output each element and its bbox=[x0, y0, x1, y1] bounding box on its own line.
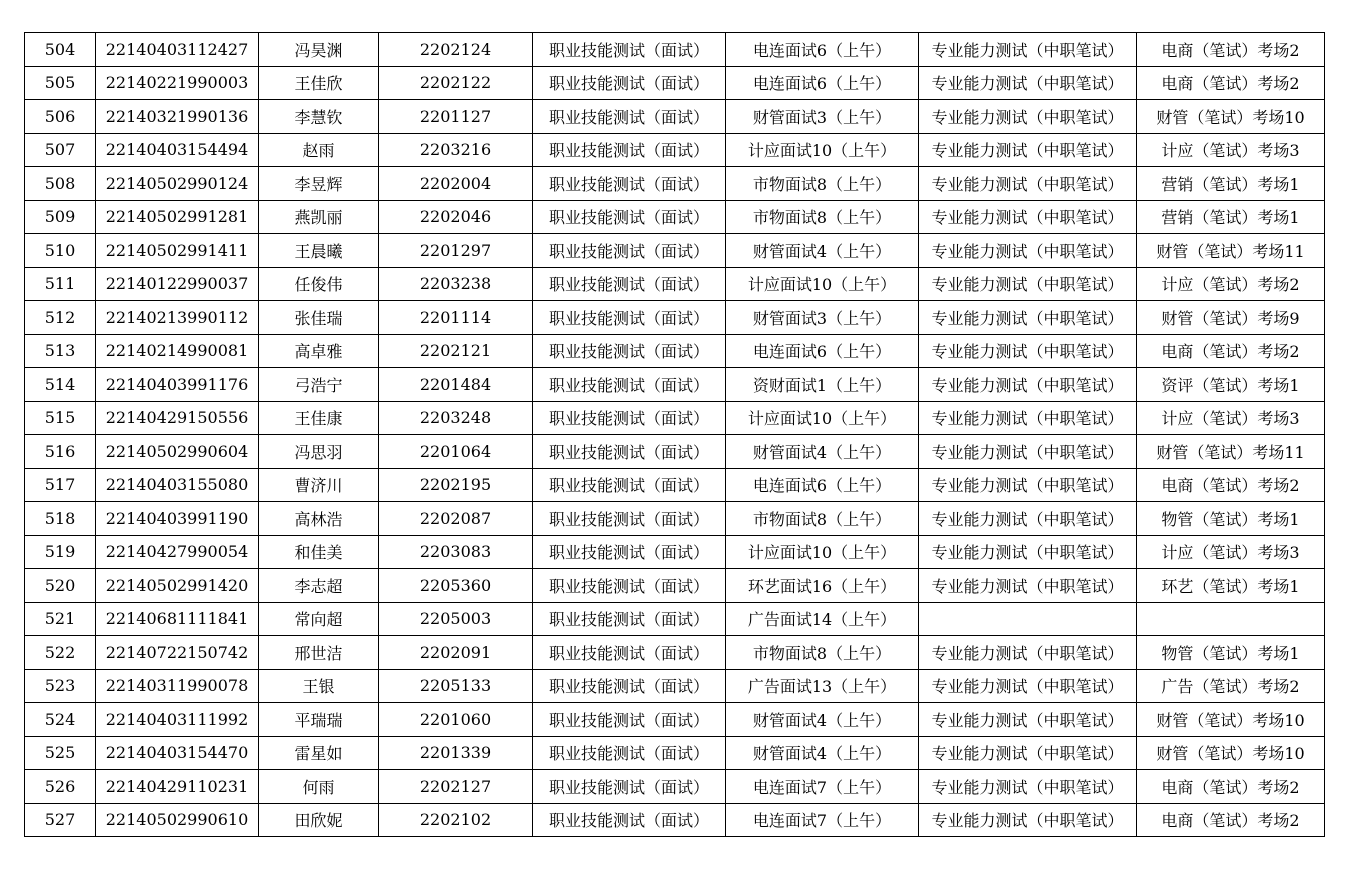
candidate-id-cell: 22140403991190 bbox=[96, 502, 259, 536]
candidate-id-cell: 22140722150742 bbox=[96, 636, 259, 670]
ability-test-cell: 专业能力测试（中职笔试） bbox=[919, 435, 1137, 469]
skill-test-cell: 职业技能测试（面试） bbox=[533, 569, 726, 603]
interview-room-cell: 市物面试8（上午） bbox=[726, 636, 919, 670]
written-room-cell: 计应（笔试）考场3 bbox=[1137, 133, 1325, 167]
row-number-cell: 504 bbox=[25, 33, 96, 67]
ability-test-cell bbox=[919, 602, 1137, 636]
candidate-id-cell: 22140502991281 bbox=[96, 200, 259, 234]
candidate-id-cell: 22140502990604 bbox=[96, 435, 259, 469]
name-cell: 王晨曦 bbox=[259, 234, 379, 268]
table-row bbox=[25, 301, 1325, 335]
table-row bbox=[25, 401, 1325, 435]
name-cell: 和佳美 bbox=[259, 535, 379, 569]
exam-number-cell: 2202121 bbox=[379, 334, 533, 368]
row-number-cell: 509 bbox=[25, 200, 96, 234]
interview-room-cell: 计应面试10（上午） bbox=[726, 133, 919, 167]
exam-number-cell: 2201127 bbox=[379, 100, 533, 134]
skill-test-cell: 职业技能测试（面试） bbox=[533, 669, 726, 703]
name-cell: 李昱辉 bbox=[259, 167, 379, 201]
written-room-cell: 财管（笔试）考场9 bbox=[1137, 301, 1325, 335]
exam-number-cell: 2201297 bbox=[379, 234, 533, 268]
skill-test-cell: 职业技能测试（面试） bbox=[533, 66, 726, 100]
written-room-cell: 财管（笔试）考场10 bbox=[1137, 703, 1325, 737]
name-cell: 冯昊渊 bbox=[259, 33, 379, 67]
table-row bbox=[25, 334, 1325, 368]
skill-test-cell: 职业技能测试（面试） bbox=[533, 368, 726, 402]
exam-number-cell: 2205360 bbox=[379, 569, 533, 603]
interview-room-cell: 电连面试6（上午） bbox=[726, 33, 919, 67]
interview-room-cell: 环艺面试16（上午） bbox=[726, 569, 919, 603]
exam-number-cell: 2201339 bbox=[379, 736, 533, 770]
skill-test-cell: 职业技能测试（面试） bbox=[533, 770, 726, 804]
ability-test-cell: 专业能力测试（中职笔试） bbox=[919, 267, 1137, 301]
table-row bbox=[25, 535, 1325, 569]
skill-test-cell: 职业技能测试（面试） bbox=[533, 803, 726, 837]
written-room-cell: 财管（笔试）考场10 bbox=[1137, 100, 1325, 134]
interview-room-cell: 电连面试7（上午） bbox=[726, 770, 919, 804]
interview-room-cell: 电连面试6（上午） bbox=[726, 468, 919, 502]
written-room-cell: 计应（笔试）考场3 bbox=[1137, 401, 1325, 435]
table-row bbox=[25, 602, 1325, 636]
exam-number-cell: 2202124 bbox=[379, 33, 533, 67]
written-room-cell: 电商（笔试）考场2 bbox=[1137, 66, 1325, 100]
skill-test-cell: 职业技能测试（面试） bbox=[533, 636, 726, 670]
row-number-cell: 514 bbox=[25, 368, 96, 402]
written-room-cell: 计应（笔试）考场3 bbox=[1137, 535, 1325, 569]
exam-number-cell: 2205133 bbox=[379, 669, 533, 703]
name-cell: 常向超 bbox=[259, 602, 379, 636]
name-cell: 平瑞瑞 bbox=[259, 703, 379, 737]
ability-test-cell: 专业能力测试（中职笔试） bbox=[919, 636, 1137, 670]
row-number-cell: 526 bbox=[25, 770, 96, 804]
skill-test-cell: 职业技能测试（面试） bbox=[533, 167, 726, 201]
interview-room-cell: 计应面试10（上午） bbox=[726, 535, 919, 569]
name-cell: 邢世洁 bbox=[259, 636, 379, 670]
exam-number-cell: 2201484 bbox=[379, 368, 533, 402]
name-cell: 燕凯丽 bbox=[259, 200, 379, 234]
row-number-cell: 511 bbox=[25, 267, 96, 301]
ability-test-cell: 专业能力测试（中职笔试） bbox=[919, 669, 1137, 703]
skill-test-cell: 职业技能测试（面试） bbox=[533, 200, 726, 234]
skill-test-cell: 职业技能测试（面试） bbox=[533, 234, 726, 268]
interview-room-cell: 财管面试4（上午） bbox=[726, 234, 919, 268]
skill-test-cell: 职业技能测试（面试） bbox=[533, 736, 726, 770]
ability-test-cell: 专业能力测试（中职笔试） bbox=[919, 468, 1137, 502]
written-room-cell: 环艺（笔试）考场1 bbox=[1137, 569, 1325, 603]
table-row bbox=[25, 803, 1325, 837]
row-number-cell: 510 bbox=[25, 234, 96, 268]
skill-test-cell: 职业技能测试（面试） bbox=[533, 33, 726, 67]
table-row bbox=[25, 33, 1325, 67]
table-row bbox=[25, 368, 1325, 402]
exam-number-cell: 2205003 bbox=[379, 602, 533, 636]
interview-room-cell: 广告面试13（上午） bbox=[726, 669, 919, 703]
ability-test-cell: 专业能力测试（中职笔试） bbox=[919, 703, 1137, 737]
exam-number-cell: 2203216 bbox=[379, 133, 533, 167]
ability-test-cell: 专业能力测试（中职笔试） bbox=[919, 803, 1137, 837]
ability-test-cell: 专业能力测试（中职笔试） bbox=[919, 234, 1137, 268]
exam-roster-table bbox=[24, 32, 1325, 837]
written-room-cell: 电商（笔试）考场2 bbox=[1137, 803, 1325, 837]
ability-test-cell: 专业能力测试（中职笔试） bbox=[919, 133, 1137, 167]
written-room-cell: 计应（笔试）考场2 bbox=[1137, 267, 1325, 301]
row-number-cell: 521 bbox=[25, 602, 96, 636]
candidate-id-cell: 22140403991176 bbox=[96, 368, 259, 402]
row-number-cell: 517 bbox=[25, 468, 96, 502]
row-number-cell: 518 bbox=[25, 502, 96, 536]
name-cell: 张佳瑞 bbox=[259, 301, 379, 335]
row-number-cell: 525 bbox=[25, 736, 96, 770]
table-row bbox=[25, 167, 1325, 201]
ability-test-cell: 专业能力测试（中职笔试） bbox=[919, 736, 1137, 770]
ability-test-cell: 专业能力测试（中职笔试） bbox=[919, 334, 1137, 368]
interview-room-cell: 电连面试7（上午） bbox=[726, 803, 919, 837]
name-cell: 王佳欣 bbox=[259, 66, 379, 100]
row-number-cell: 513 bbox=[25, 334, 96, 368]
skill-test-cell: 职业技能测试（面试） bbox=[533, 602, 726, 636]
table-row bbox=[25, 66, 1325, 100]
ability-test-cell: 专业能力测试（中职笔试） bbox=[919, 770, 1137, 804]
candidate-id-cell: 22140311990078 bbox=[96, 669, 259, 703]
ability-test-cell: 专业能力测试（中职笔试） bbox=[919, 301, 1137, 335]
table-row bbox=[25, 669, 1325, 703]
exam-number-cell: 2202122 bbox=[379, 66, 533, 100]
exam-number-cell: 2202046 bbox=[379, 200, 533, 234]
ability-test-cell: 专业能力测试（中职笔试） bbox=[919, 33, 1137, 67]
name-cell: 田欣妮 bbox=[259, 803, 379, 837]
candidate-id-cell: 22140213990112 bbox=[96, 301, 259, 335]
table-row bbox=[25, 736, 1325, 770]
interview-room-cell: 资财面试1（上午） bbox=[726, 368, 919, 402]
table-row bbox=[25, 502, 1325, 536]
written-room-cell: 财管（笔试）考场10 bbox=[1137, 736, 1325, 770]
ability-test-cell: 专业能力测试（中职笔试） bbox=[919, 569, 1137, 603]
interview-room-cell: 计应面试10（上午） bbox=[726, 401, 919, 435]
skill-test-cell: 职业技能测试（面试） bbox=[533, 301, 726, 335]
interview-room-cell: 市物面试8（上午） bbox=[726, 502, 919, 536]
exam-number-cell: 2202087 bbox=[379, 502, 533, 536]
interview-room-cell: 计应面试10（上午） bbox=[726, 267, 919, 301]
exam-number-cell: 2201064 bbox=[379, 435, 533, 469]
written-room-cell: 资评（笔试）考场1 bbox=[1137, 368, 1325, 402]
table-row bbox=[25, 703, 1325, 737]
interview-room-cell: 财管面试4（上午） bbox=[726, 736, 919, 770]
name-cell: 高林浩 bbox=[259, 502, 379, 536]
candidate-id-cell: 22140429110231 bbox=[96, 770, 259, 804]
ability-test-cell: 专业能力测试（中职笔试） bbox=[919, 167, 1137, 201]
row-number-cell: 519 bbox=[25, 535, 96, 569]
skill-test-cell: 职业技能测试（面试） bbox=[533, 535, 726, 569]
row-number-cell: 507 bbox=[25, 133, 96, 167]
skill-test-cell: 职业技能测试（面试） bbox=[533, 468, 726, 502]
exam-number-cell: 2203083 bbox=[379, 535, 533, 569]
name-cell: 何雨 bbox=[259, 770, 379, 804]
candidate-id-cell: 22140403112427 bbox=[96, 33, 259, 67]
name-cell: 赵雨 bbox=[259, 133, 379, 167]
ability-test-cell: 专业能力测试（中职笔试） bbox=[919, 535, 1137, 569]
row-number-cell: 508 bbox=[25, 167, 96, 201]
candidate-id-cell: 22140321990136 bbox=[96, 100, 259, 134]
row-number-cell: 505 bbox=[25, 66, 96, 100]
ability-test-cell: 专业能力测试（中职笔试） bbox=[919, 368, 1137, 402]
name-cell: 弓浩宁 bbox=[259, 368, 379, 402]
row-number-cell: 524 bbox=[25, 703, 96, 737]
row-number-cell: 512 bbox=[25, 301, 96, 335]
candidate-id-cell: 22140502990124 bbox=[96, 167, 259, 201]
ability-test-cell: 专业能力测试（中职笔试） bbox=[919, 200, 1137, 234]
exam-number-cell: 2202195 bbox=[379, 468, 533, 502]
skill-test-cell: 职业技能测试（面试） bbox=[533, 703, 726, 737]
exam-number-cell: 2202102 bbox=[379, 803, 533, 837]
candidate-id-cell: 22140502991420 bbox=[96, 569, 259, 603]
table-row bbox=[25, 636, 1325, 670]
interview-room-cell: 财管面试4（上午） bbox=[726, 435, 919, 469]
candidate-id-cell: 22140122990037 bbox=[96, 267, 259, 301]
exam-number-cell: 2201114 bbox=[379, 301, 533, 335]
written-room-cell: 营销（笔试）考场1 bbox=[1137, 167, 1325, 201]
written-room-cell: 电商（笔试）考场2 bbox=[1137, 468, 1325, 502]
name-cell: 王佳康 bbox=[259, 401, 379, 435]
exam-number-cell: 2201060 bbox=[379, 703, 533, 737]
ability-test-cell: 专业能力测试（中职笔试） bbox=[919, 401, 1137, 435]
table-row bbox=[25, 100, 1325, 134]
written-room-cell: 营销（笔试）考场1 bbox=[1137, 200, 1325, 234]
candidate-id-cell: 22140403111992 bbox=[96, 703, 259, 737]
skill-test-cell: 职业技能测试（面试） bbox=[533, 133, 726, 167]
written-room-cell: 财管（笔试）考场11 bbox=[1137, 435, 1325, 469]
table-row bbox=[25, 435, 1325, 469]
candidate-id-cell: 22140429150556 bbox=[96, 401, 259, 435]
name-cell: 李慧钦 bbox=[259, 100, 379, 134]
skill-test-cell: 职业技能测试（面试） bbox=[533, 435, 726, 469]
interview-room-cell: 财管面试4（上午） bbox=[726, 703, 919, 737]
row-number-cell: 506 bbox=[25, 100, 96, 134]
written-room-cell: 电商（笔试）考场2 bbox=[1137, 33, 1325, 67]
exam-number-cell: 2203238 bbox=[379, 267, 533, 301]
exam-number-cell: 2202004 bbox=[379, 167, 533, 201]
written-room-cell: 物管（笔试）考场1 bbox=[1137, 502, 1325, 536]
written-room-cell bbox=[1137, 602, 1325, 636]
interview-room-cell: 市物面试8（上午） bbox=[726, 167, 919, 201]
candidate-id-cell: 22140681111841 bbox=[96, 602, 259, 636]
ability-test-cell: 专业能力测试（中职笔试） bbox=[919, 100, 1137, 134]
skill-test-cell: 职业技能测试（面试） bbox=[533, 100, 726, 134]
name-cell: 冯思羽 bbox=[259, 435, 379, 469]
row-number-cell: 515 bbox=[25, 401, 96, 435]
candidate-id-cell: 22140221990003 bbox=[96, 66, 259, 100]
ability-test-cell: 专业能力测试（中职笔试） bbox=[919, 66, 1137, 100]
row-number-cell: 527 bbox=[25, 803, 96, 837]
interview-room-cell: 电连面试6（上午） bbox=[726, 334, 919, 368]
written-room-cell: 广告（笔试）考场2 bbox=[1137, 669, 1325, 703]
row-number-cell: 523 bbox=[25, 669, 96, 703]
interview-room-cell: 电连面试6（上午） bbox=[726, 66, 919, 100]
name-cell: 高卓雅 bbox=[259, 334, 379, 368]
candidate-id-cell: 22140427990054 bbox=[96, 535, 259, 569]
table-row bbox=[25, 468, 1325, 502]
roster-body bbox=[25, 33, 1325, 837]
row-number-cell: 516 bbox=[25, 435, 96, 469]
candidate-id-cell: 22140403155080 bbox=[96, 468, 259, 502]
written-room-cell: 电商（笔试）考场2 bbox=[1137, 334, 1325, 368]
written-room-cell: 财管（笔试）考场11 bbox=[1137, 234, 1325, 268]
candidate-id-cell: 22140214990081 bbox=[96, 334, 259, 368]
skill-test-cell: 职业技能测试（面试） bbox=[533, 401, 726, 435]
skill-test-cell: 职业技能测试（面试） bbox=[533, 502, 726, 536]
table-row bbox=[25, 267, 1325, 301]
row-number-cell: 520 bbox=[25, 569, 96, 603]
interview-room-cell: 广告面试14（上午） bbox=[726, 602, 919, 636]
name-cell: 任俊伟 bbox=[259, 267, 379, 301]
interview-room-cell: 市物面试8（上午） bbox=[726, 200, 919, 234]
table-row bbox=[25, 569, 1325, 603]
candidate-id-cell: 22140403154494 bbox=[96, 133, 259, 167]
interview-room-cell: 财管面试3（上午） bbox=[726, 100, 919, 134]
exam-number-cell: 2202127 bbox=[379, 770, 533, 804]
skill-test-cell: 职业技能测试（面试） bbox=[533, 334, 726, 368]
exam-number-cell: 2202091 bbox=[379, 636, 533, 670]
name-cell: 雷星如 bbox=[259, 736, 379, 770]
table-row bbox=[25, 770, 1325, 804]
candidate-id-cell: 22140502991411 bbox=[96, 234, 259, 268]
table-row bbox=[25, 133, 1325, 167]
table-row bbox=[25, 200, 1325, 234]
row-number-cell: 522 bbox=[25, 636, 96, 670]
name-cell: 王银 bbox=[259, 669, 379, 703]
written-room-cell: 电商（笔试）考场2 bbox=[1137, 770, 1325, 804]
written-room-cell: 物管（笔试）考场1 bbox=[1137, 636, 1325, 670]
name-cell: 曹济川 bbox=[259, 468, 379, 502]
interview-room-cell: 财管面试3（上午） bbox=[726, 301, 919, 335]
ability-test-cell: 专业能力测试（中职笔试） bbox=[919, 502, 1137, 536]
candidate-id-cell: 22140502990610 bbox=[96, 803, 259, 837]
name-cell: 李志超 bbox=[259, 569, 379, 603]
skill-test-cell: 职业技能测试（面试） bbox=[533, 267, 726, 301]
candidate-id-cell: 22140403154470 bbox=[96, 736, 259, 770]
table-row bbox=[25, 234, 1325, 268]
exam-number-cell: 2203248 bbox=[379, 401, 533, 435]
